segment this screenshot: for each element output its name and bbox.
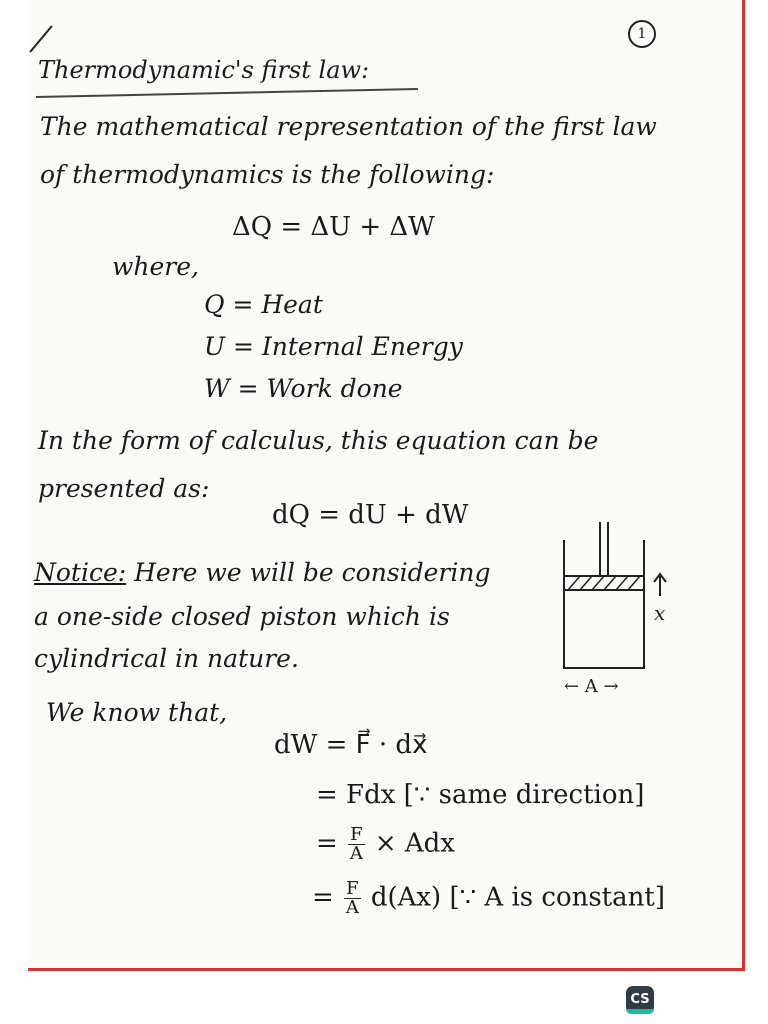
step-4-text: d(Ax) [∵ A is constant]: [370, 882, 665, 913]
calculus-line-2: presented as:: [38, 474, 210, 503]
camscanner-logo: CS: [626, 986, 654, 1014]
equals-sign: =: [312, 882, 334, 913]
where-label: where,: [112, 252, 199, 281]
notice-line-2: a one-side closed piston which is: [34, 602, 450, 631]
intro-line-1: The mathematical representation of the first law: [40, 112, 657, 141]
derivation-step-4: [312, 880, 665, 917]
fraction-f-over-a: [344, 880, 361, 917]
height-label: x: [654, 601, 666, 625]
notice-label: Notice:: [34, 558, 127, 587]
definition-heat: Q = Heat: [204, 290, 323, 319]
fraction-denominator: A: [345, 897, 359, 918]
fraction-denominator: A: [349, 843, 363, 864]
derivation-step-2: = Fdx [∵ same direction]: [316, 780, 645, 810]
notice-line-3: cylindrical in nature.: [34, 644, 299, 673]
first-law-equation: ΔQ = ΔU + ΔW: [232, 212, 435, 242]
definition-work: W = Work done: [204, 374, 403, 403]
step-3-text: × Adx: [374, 828, 455, 859]
fraction-numerator: F: [350, 824, 363, 845]
piston-head: [564, 576, 644, 590]
intro-line-2: of thermodynamics is the following:: [40, 160, 495, 189]
derivation-step-3: [316, 826, 455, 863]
piston-hatching: [568, 576, 640, 590]
notice-text: Here we will be considering: [126, 558, 491, 587]
fraction-numerator: F: [346, 878, 359, 899]
fraction-f-over-a: [348, 826, 365, 863]
know-line: We know that,: [46, 698, 228, 727]
piston-diagram: [540, 520, 690, 700]
notice-line-1: [34, 558, 490, 587]
equals-sign: =: [316, 828, 338, 859]
definition-internal-energy: U = Internal Energy: [204, 332, 463, 361]
width-label: ← A →: [564, 676, 619, 697]
work-equation: dW = F⃗ · dx⃗: [274, 730, 428, 760]
cylinder-walls: [564, 540, 644, 668]
calculus-equation: dQ = dU + dW: [272, 500, 469, 530]
calculus-line-1: In the form of calculus, this equation can be: [38, 426, 599, 455]
page-title: Thermodynamic's first law:: [38, 56, 370, 84]
page-number: 1: [628, 20, 656, 48]
